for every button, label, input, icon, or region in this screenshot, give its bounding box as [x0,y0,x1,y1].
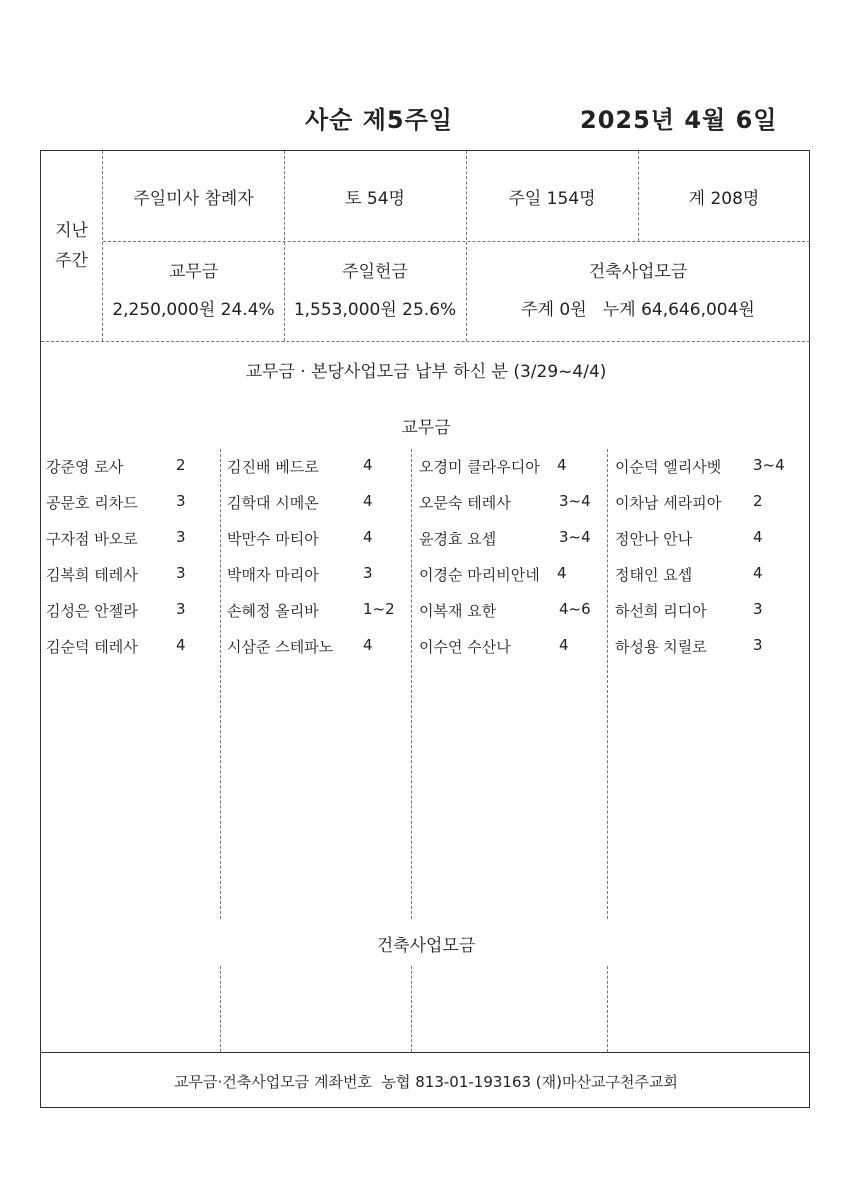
donor-col-divider-1 [220,449,221,919]
donor-name: 윤경효 요셉 [419,530,497,548]
sunday-offering-label: 주일헌금 [342,262,408,282]
donor-months: 4 [363,456,373,474]
donor-name: 박만수 마티아 [227,530,319,548]
donor-row [419,520,604,556]
donor-col-divider-2 [411,449,412,919]
donor-row [615,628,805,664]
building-col-divider-2 [411,966,412,1052]
building-fund-value: 주계 0원 누계 64,646,004원 [521,300,755,320]
donor-name: 하성용 치릴로 [615,638,707,656]
donor-col-divider-3 [607,449,608,919]
building-col-divider-3 [607,966,608,1052]
donor-row [227,484,407,520]
donor-row [227,628,407,664]
donor-row [615,556,805,592]
diocese-fee-heading: 교무금 [401,418,451,438]
donor-months: 2 [176,456,186,474]
donor-name: 김순덕 테레사 [46,638,138,656]
contributions-title: 교무금 · 본당사업모금 납부 하신 분 (3/29~4/4) [245,362,607,382]
donor-name: 이수연 수산나 [419,638,511,656]
summary-bottom-divider [41,341,810,342]
donor-row [615,592,805,628]
donor-name: 이순덕 엘리사벳 [615,458,722,476]
donor-months: 1~2 [363,600,395,618]
donor-row [419,448,604,484]
donor-months: 3~4 [559,528,591,546]
diocese-fee-cell [103,241,284,341]
bulletin-box [40,150,810,1108]
donor-months: 4 [363,528,373,546]
donor-months: 3 [363,564,373,582]
last-week-label-line1: 지난 [55,221,88,241]
donor-row [46,628,216,664]
mass-attendance-label: 주일미사 참례자 [133,188,254,209]
diocese-fee-value: 2,250,000원 24.4% [112,300,275,320]
donor-months: 4 [559,636,569,654]
donor-name: 정안나 안나 [615,530,693,548]
donor-row [615,448,805,484]
donor-row [46,556,216,592]
donor-months: 4 [753,564,763,582]
donor-months: 4 [363,636,373,654]
donor-row [46,448,216,484]
donor-column-1 [46,448,216,664]
donor-months: 3~4 [559,492,591,510]
donor-name: 오경미 클라우디아 [419,458,540,476]
donor-months: 4 [557,564,567,582]
donor-row [227,520,407,556]
donor-row [46,520,216,556]
donor-months: 2 [753,492,763,510]
page-title: 사순 제5주일 [305,106,453,134]
donor-row [227,556,407,592]
donor-name: 하선희 리디아 [615,602,707,620]
total-attendance: 계 208명 [688,188,760,209]
donor-months: 3 [176,528,186,546]
donor-row [419,484,604,520]
donor-row [419,628,604,664]
donor-name: 강준영 로사 [46,458,124,476]
account-info: 교무금·건축사업모금 계좌번호 농협 813-01-193163 (재)마산교구천주교회 [174,1073,678,1091]
building-fund-label: 건축사업모금 [588,262,688,282]
sunday-offering-value: 1,553,000원 25.6% [293,300,457,320]
donor-months: 4~6 [559,600,591,618]
donor-name: 이차남 세라피아 [615,494,722,512]
donor-months: 3 [753,636,763,654]
diocese-fee-label: 교무금 [168,262,219,282]
donor-row [227,448,407,484]
building-fund-cell [466,241,810,341]
donor-months: 4 [176,636,186,654]
donor-row [615,484,805,520]
donor-name: 김진배 베드로 [227,458,319,476]
donor-name: 김학대 시메온 [227,494,319,512]
donor-name: 박매자 마리아 [227,566,319,584]
donor-name: 이복재 요한 [419,602,497,620]
donor-name: 공문호 리차드 [46,494,138,512]
donor-name: 정태인 요셉 [615,566,693,584]
sunday-offering-cell [284,241,466,341]
donor-column-3 [419,448,604,664]
donor-name: 이경순 마리비안네 [419,566,540,584]
donor-name: 김복희 테레사 [46,566,138,584]
saturday-attendance: 토 54명 [345,188,405,209]
footer-divider [41,1052,810,1053]
donor-months: 3 [176,564,186,582]
page-date: 2025년 4월 6일 [580,106,778,134]
donor-name: 손혜정 올리바 [227,602,319,620]
building-fund-heading: 건축사업모금 [376,936,476,956]
donor-name: 김성은 안젤라 [46,602,138,620]
donor-name: 오문숙 테레사 [419,494,511,512]
donor-months: 3 [176,492,186,510]
donor-row [46,484,216,520]
sunday-attendance: 주일 154명 [508,188,596,209]
donor-row [419,592,604,628]
donor-months: 4 [753,528,763,546]
donor-row [227,592,407,628]
last-week-label-line2: 주간 [55,251,88,271]
donor-row [615,520,805,556]
last-week-label [41,151,103,341]
donor-name: 구자점 바오로 [46,530,138,548]
building-col-divider-1 [220,966,221,1052]
donor-months: 4 [557,456,567,474]
donor-column-4 [615,448,805,664]
donor-months: 3 [753,600,763,618]
donor-row [46,592,216,628]
donor-name: 시삼준 스테파노 [227,638,334,656]
donor-months: 3~4 [753,456,785,474]
donor-months: 3 [176,600,186,618]
donor-column-2 [227,448,407,664]
donor-row [419,556,604,592]
donor-months: 4 [363,492,373,510]
